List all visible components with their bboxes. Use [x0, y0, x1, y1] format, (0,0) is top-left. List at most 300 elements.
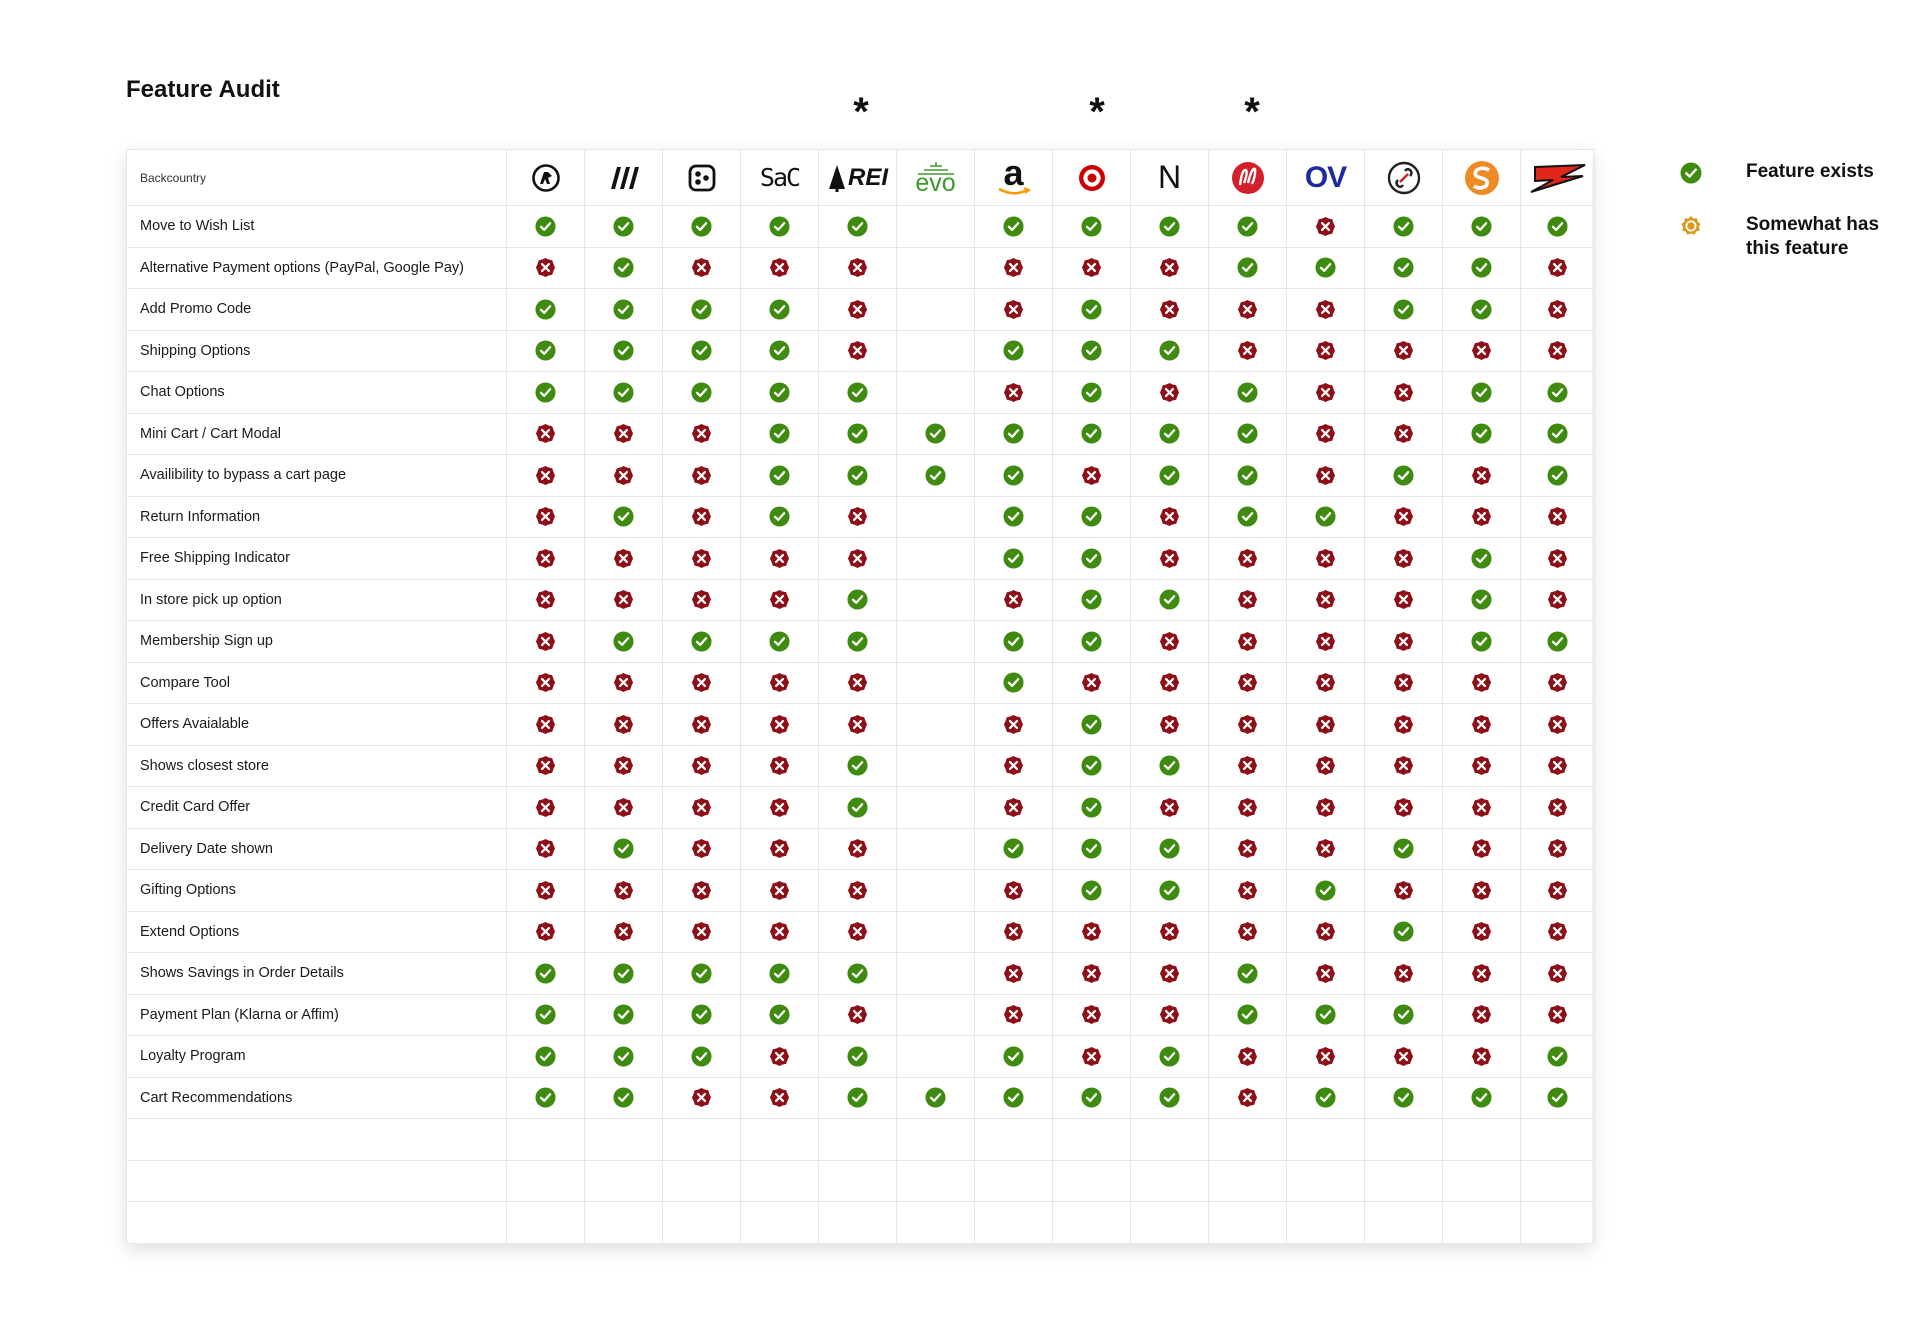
cell-link-brand [1365, 1036, 1443, 1078]
cell-z-brand [1521, 496, 1595, 538]
check-icon [535, 1004, 556, 1025]
cell-amazon [975, 538, 1053, 580]
check-icon [1081, 755, 1102, 776]
cross-icon [535, 548, 556, 569]
check-icon [925, 423, 946, 444]
blank-cell [585, 1202, 663, 1244]
cell-target [1053, 455, 1131, 497]
cell-amazon [975, 413, 1053, 455]
cell-sac [741, 289, 819, 331]
cell-orange-s-brand [1443, 1077, 1521, 1119]
cell-rei [819, 828, 897, 870]
cell-outdoor-voices [1287, 413, 1365, 455]
header-row [127, 150, 1595, 206]
table-row [127, 247, 1595, 289]
cross-icon [691, 1087, 712, 1108]
cell-link-brand [1365, 413, 1443, 455]
blank-cell [1053, 1119, 1131, 1161]
cross-icon [1237, 797, 1258, 818]
cross-icon [535, 465, 556, 486]
cross-icon [1547, 672, 1568, 693]
cell-dice-brand [663, 413, 741, 455]
table-row [127, 413, 1595, 455]
check-icon [1159, 216, 1180, 237]
cell-rei [819, 496, 897, 538]
cross-icon [535, 921, 556, 942]
cell-lululemon [1209, 662, 1287, 704]
cell-evo [897, 206, 975, 248]
table-row [127, 538, 1595, 580]
cross-icon [847, 714, 868, 735]
page-title: Feature Audit [126, 76, 280, 103]
table-row [127, 745, 1595, 787]
cell-outdoor-voices [1287, 247, 1365, 289]
cross-icon [1471, 1004, 1492, 1025]
cross-icon [769, 1046, 790, 1067]
feature-label: Extend Options [127, 911, 507, 953]
cross-icon [1471, 797, 1492, 818]
cell-z-brand [1521, 828, 1595, 870]
table-row [127, 994, 1595, 1036]
check-icon [691, 963, 712, 984]
cell-backcountry-goat [507, 289, 585, 331]
cell-dice-brand [663, 496, 741, 538]
cell-sac [741, 704, 819, 746]
cell-lululemon [1209, 206, 1287, 248]
cell-backcountry-goat [507, 787, 585, 829]
cross-icon [1547, 880, 1568, 901]
check-icon [1159, 1046, 1180, 1067]
cell-z-brand [1521, 413, 1595, 455]
cell-z-brand [1521, 455, 1595, 497]
cell-lululemon [1209, 579, 1287, 621]
cell-amazon [975, 372, 1053, 414]
cell-orange-s-brand [1443, 538, 1521, 580]
cell-amazon [975, 911, 1053, 953]
cross-icon [769, 672, 790, 693]
cross-icon [535, 589, 556, 610]
blank-cell [1443, 1160, 1521, 1202]
cell-z-brand [1521, 579, 1595, 621]
check-icon [1471, 216, 1492, 237]
cell-amazon [975, 330, 1053, 372]
cross-icon [1159, 382, 1180, 403]
table-row [127, 953, 1595, 995]
cell-orange-s-brand [1443, 330, 1521, 372]
cell-moosejaw [585, 538, 663, 580]
blank-cell [819, 1160, 897, 1202]
cell-orange-s-brand [1443, 372, 1521, 414]
cross-icon [1003, 299, 1024, 320]
cell-outdoor-voices [1287, 1077, 1365, 1119]
cell-rei [819, 953, 897, 995]
evo-logo-text: evo [915, 169, 956, 197]
cell-lululemon [1209, 621, 1287, 663]
feature-label: Move to Wish List [127, 206, 507, 248]
cell-target [1053, 496, 1131, 538]
cell-lululemon [1209, 1036, 1287, 1078]
cell-dice-brand [663, 621, 741, 663]
check-icon [1003, 672, 1024, 693]
moosejaw-logo-icon [585, 150, 662, 205]
check-icon [1081, 589, 1102, 610]
cell-rei [819, 704, 897, 746]
cell-target [1053, 372, 1131, 414]
cell-link-brand [1365, 579, 1443, 621]
check-icon [1393, 216, 1414, 237]
cross-icon [535, 506, 556, 527]
blank-cell [1053, 1160, 1131, 1202]
cross-icon [1081, 257, 1102, 278]
cross-icon [1159, 797, 1180, 818]
table-row [127, 289, 1595, 331]
blank-cell [1287, 1202, 1365, 1244]
cell-lululemon [1209, 1077, 1287, 1119]
cell-amazon [975, 621, 1053, 663]
cell-target [1053, 413, 1131, 455]
check-icon [535, 1046, 556, 1067]
cell-lululemon [1209, 496, 1287, 538]
cell-rei [819, 206, 897, 248]
cell-orange-s-brand [1443, 870, 1521, 912]
cell-amazon [975, 496, 1053, 538]
cell-nordstrom [1131, 828, 1209, 870]
blank-cell [507, 1202, 585, 1244]
check-icon [847, 423, 868, 444]
cross-icon [1159, 963, 1180, 984]
cell-target [1053, 828, 1131, 870]
ov-logo-text: OV [1304, 160, 1347, 194]
check-icon [1471, 423, 1492, 444]
check-icon [769, 340, 790, 361]
check-icon [1003, 631, 1024, 652]
cross-icon [1159, 299, 1180, 320]
cell-outdoor-voices [1287, 206, 1365, 248]
cross-icon [1237, 548, 1258, 569]
cell-orange-s-brand [1443, 745, 1521, 787]
cell-nordstrom [1131, 455, 1209, 497]
cell-lululemon [1209, 372, 1287, 414]
cell-nordstrom [1131, 538, 1209, 580]
star-row [0, 92, 1920, 132]
cell-target [1053, 538, 1131, 580]
cross-icon [1315, 838, 1336, 859]
cross-icon [691, 880, 712, 901]
table-row [127, 206, 1595, 248]
table-row [127, 662, 1595, 704]
cross-icon [769, 921, 790, 942]
check-icon [769, 1004, 790, 1025]
cell-backcountry-goat [507, 953, 585, 995]
cross-icon [1159, 631, 1180, 652]
table-row [127, 330, 1595, 372]
cell-target [1053, 745, 1131, 787]
cross-icon [613, 548, 634, 569]
blank-cell [975, 1119, 1053, 1161]
cell-dice-brand [663, 994, 741, 1036]
blank-cell [1131, 1119, 1209, 1161]
cross-icon [1393, 963, 1414, 984]
cross-icon [691, 506, 712, 527]
cell-outdoor-voices [1287, 787, 1365, 829]
cell-moosejaw [585, 662, 663, 704]
cross-icon [1159, 672, 1180, 693]
feature-label: Gifting Options [127, 870, 507, 912]
check-icon [1315, 506, 1336, 527]
blank-cell [741, 1160, 819, 1202]
check-icon [1081, 548, 1102, 569]
check-icon [1393, 838, 1414, 859]
amazon-logo-text: a [1003, 151, 1024, 193]
check-icon [1003, 1087, 1024, 1108]
blank-cell [1209, 1119, 1287, 1161]
table-row [127, 704, 1595, 746]
cell-backcountry-goat [507, 206, 585, 248]
cross-icon [691, 838, 712, 859]
cell-sac [741, 953, 819, 995]
cell-nordstrom [1131, 413, 1209, 455]
check-icon [1081, 423, 1102, 444]
cell-sac [741, 372, 819, 414]
cell-amazon [975, 787, 1053, 829]
cross-icon [1547, 921, 1568, 942]
cross-icon [1393, 797, 1414, 818]
check-icon [847, 465, 868, 486]
check-icon [535, 382, 556, 403]
cell-rei [819, 994, 897, 1036]
cell-z-brand [1521, 330, 1595, 372]
cross-icon [769, 548, 790, 569]
cell-moosejaw [585, 621, 663, 663]
cell-nordstrom [1131, 372, 1209, 414]
cell-amazon [975, 579, 1053, 621]
blank-cell [127, 1160, 507, 1202]
cell-moosejaw [585, 579, 663, 621]
cross-icon [1547, 548, 1568, 569]
cell-backcountry-goat [507, 870, 585, 912]
cross-icon [613, 423, 634, 444]
feature-audit-table [126, 149, 1595, 1244]
cell-sac [741, 1077, 819, 1119]
cell-z-brand [1521, 787, 1595, 829]
cell-z-brand [1521, 994, 1595, 1036]
cell-sac [741, 911, 819, 953]
cell-backcountry-goat [507, 662, 585, 704]
cross-icon [847, 1004, 868, 1025]
cell-sac [741, 621, 819, 663]
check-icon [769, 465, 790, 486]
check-icon [1393, 1087, 1414, 1108]
check-icon [613, 1087, 634, 1108]
cell-target [1053, 911, 1131, 953]
check-icon [535, 963, 556, 984]
cross-icon [1315, 423, 1336, 444]
check-icon [1393, 1004, 1414, 1025]
feature-label: Loyalty Program [127, 1036, 507, 1078]
check-icon [1547, 465, 1568, 486]
check-icon [613, 506, 634, 527]
cross-icon [1003, 755, 1024, 776]
cross-icon [613, 465, 634, 486]
feature-label: Return Information [127, 496, 507, 538]
feature-label: Shows Savings in Order Details [127, 953, 507, 995]
cross-icon [535, 797, 556, 818]
cell-z-brand [1521, 662, 1595, 704]
check-icon [1003, 340, 1024, 361]
cross-icon [1237, 880, 1258, 901]
blank-row [127, 1160, 1595, 1202]
cross-icon [1159, 257, 1180, 278]
feature-label: In store pick up option [127, 579, 507, 621]
cross-icon [1003, 257, 1024, 278]
cell-amazon [975, 1036, 1053, 1078]
blank-cell [1443, 1119, 1521, 1161]
cell-moosejaw [585, 330, 663, 372]
check-icon [1315, 1004, 1336, 1025]
cross-icon [1393, 672, 1414, 693]
cross-icon [1547, 963, 1568, 984]
sac-logo-text: SaC [759, 163, 800, 192]
cross-icon [1159, 548, 1180, 569]
cross-icon [847, 921, 868, 942]
cell-orange-s-brand [1443, 704, 1521, 746]
cell-sac [741, 538, 819, 580]
blank-cell [663, 1119, 741, 1161]
lululemon-logo-icon [1209, 150, 1286, 205]
cell-z-brand [1521, 745, 1595, 787]
blank-cell [507, 1119, 585, 1161]
cell-outdoor-voices [1287, 538, 1365, 580]
cell-orange-s-brand [1443, 953, 1521, 995]
feature-label: Chat Options [127, 372, 507, 414]
cell-orange-s-brand [1443, 247, 1521, 289]
cross-icon [1393, 382, 1414, 403]
somewhat-icon [1680, 215, 1702, 237]
check-icon [1237, 423, 1258, 444]
feature-label: Shipping Options [127, 330, 507, 372]
feature-label: Delivery Date shown [127, 828, 507, 870]
cell-evo [897, 496, 975, 538]
cross-icon [1471, 340, 1492, 361]
cell-sac [741, 206, 819, 248]
cell-z-brand [1521, 621, 1595, 663]
cell-evo [897, 911, 975, 953]
cell-lululemon [1209, 828, 1287, 870]
blank-cell [1521, 1160, 1595, 1202]
cell-nordstrom [1131, 870, 1209, 912]
cell-dice-brand [663, 206, 741, 248]
cell-nordstrom [1131, 247, 1209, 289]
check-icon [1081, 838, 1102, 859]
cell-nordstrom [1131, 1036, 1209, 1078]
cell-evo [897, 289, 975, 331]
blank-cell [663, 1160, 741, 1202]
cross-icon [1081, 921, 1102, 942]
cell-target [1053, 994, 1131, 1036]
star-marker-lululemon: * [1244, 90, 1260, 134]
check-icon [1081, 631, 1102, 652]
cell-z-brand [1521, 704, 1595, 746]
cell-moosejaw [585, 1036, 663, 1078]
check-icon [1159, 465, 1180, 486]
cell-nordstrom [1131, 496, 1209, 538]
cross-icon [535, 257, 556, 278]
cell-amazon [975, 289, 1053, 331]
cell-z-brand [1521, 911, 1595, 953]
cell-outdoor-voices [1287, 289, 1365, 331]
check-icon [847, 963, 868, 984]
cell-amazon [975, 828, 1053, 870]
cell-link-brand [1365, 206, 1443, 248]
cross-icon [1315, 216, 1336, 237]
cell-backcountry-goat [507, 621, 585, 663]
check-icon [769, 299, 790, 320]
cross-icon [1315, 589, 1336, 610]
cross-icon [691, 797, 712, 818]
cell-outdoor-voices [1287, 372, 1365, 414]
cell-rei [819, 289, 897, 331]
cell-backcountry-goat [507, 994, 585, 1036]
check-icon [1237, 963, 1258, 984]
cell-dice-brand [663, 870, 741, 912]
star-marker-rei: * [853, 90, 869, 134]
nordstrom-logo-icon [1131, 150, 1208, 205]
check-icon [613, 340, 634, 361]
cell-dice-brand [663, 247, 741, 289]
check-icon [1081, 1087, 1102, 1108]
check-icon [613, 299, 634, 320]
cell-link-brand [1365, 455, 1443, 497]
cell-dice-brand [663, 330, 741, 372]
cross-icon [1393, 755, 1414, 776]
cell-nordstrom [1131, 1077, 1209, 1119]
cell-moosejaw [585, 1077, 663, 1119]
cross-icon [691, 921, 712, 942]
check-icon [535, 299, 556, 320]
cell-nordstrom [1131, 787, 1209, 829]
cross-icon [1081, 465, 1102, 486]
blank-cell [507, 1160, 585, 1202]
cross-icon [1315, 755, 1336, 776]
blank-cell [1053, 1202, 1131, 1244]
check-icon [1237, 465, 1258, 486]
feature-label: Membership Sign up [127, 621, 507, 663]
cell-outdoor-voices [1287, 828, 1365, 870]
cell-sac [741, 247, 819, 289]
cross-icon [1237, 589, 1258, 610]
check-icon [1393, 299, 1414, 320]
cross-icon [1471, 672, 1492, 693]
star-marker-target: * [1089, 90, 1105, 134]
cell-lululemon [1209, 289, 1287, 331]
cell-link-brand [1365, 538, 1443, 580]
cell-rei [819, 621, 897, 663]
blank-row [127, 1119, 1595, 1161]
cell-nordstrom [1131, 953, 1209, 995]
cell-rei [819, 372, 897, 414]
cell-backcountry-goat [507, 247, 585, 289]
check-icon [613, 631, 634, 652]
feature-label: Shows closest store [127, 745, 507, 787]
cell-rei [819, 745, 897, 787]
cross-icon [1003, 797, 1024, 818]
check-icon [1159, 838, 1180, 859]
cell-sac [741, 828, 819, 870]
check-icon [1471, 631, 1492, 652]
cell-outdoor-voices [1287, 579, 1365, 621]
blank-cell [1521, 1119, 1595, 1161]
cell-link-brand [1365, 704, 1443, 746]
